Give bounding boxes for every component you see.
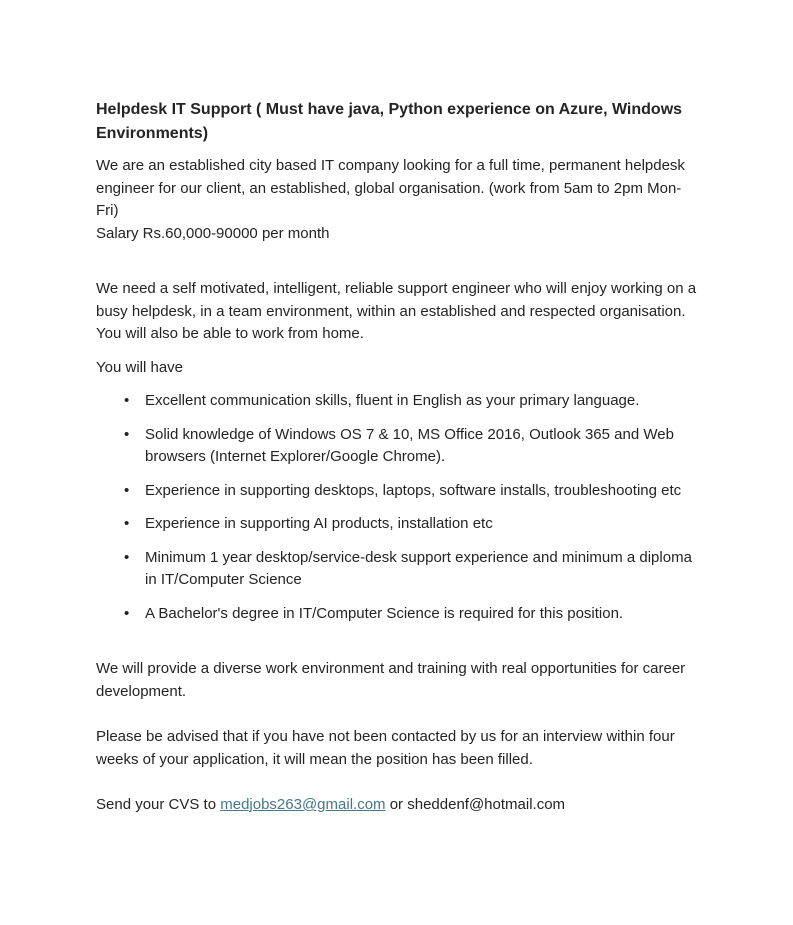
- apply-text-middle: or: [385, 796, 408, 813]
- apply-email-link[interactable]: medjobs263@gmail.com: [220, 796, 386, 813]
- list-item: • Experience in supporting AI products, installation etc: [145, 513, 697, 536]
- list-item: • Excellent communication skills, fluent in English as your primary language.: [145, 390, 697, 413]
- apply-paragraph: [96, 794, 697, 817]
- apply-text-prefix: Send your CVS to: [96, 796, 221, 813]
- about-role-paragraph: We need a self motivated, intelligent, reliable support engineer who will enjoy working on a busy helpdesk, in a team environment, within an established and respected organisation. You will also be able to work from home.: [96, 280, 697, 342]
- benefits-paragraph: We will provide a diverse work environment and training with real opportunities for career development.: [96, 660, 686, 700]
- intro-text: We are an established city based IT company looking for a full time, permanent helpdesk engineer for our client, an established, global organisation. (work from 5am to 2pm Mon-Fri): [96, 157, 685, 219]
- list-item: • Experience in supporting desktops, laptops, software installs, troubleshooting etc: [145, 480, 697, 503]
- notice-paragraph: Please be advised that if you have not been contacted by us for an interview within four weeks of your application, it will mean the position has been filled.: [96, 728, 675, 768]
- job-title: Helpdesk IT Support ( Must have java, Python experience on Azure, Windows Environments): [96, 101, 683, 142]
- salary-line: Salary Rs.60,000-90000 per month: [96, 224, 330, 242]
- requirements-list: [96, 390, 697, 625]
- list-item: • Minimum 1 year desktop/service-desk support experience and minimum a diploma in IT/Computer Science: [145, 547, 697, 592]
- list-item: • A Bachelor's degree in IT/Computer Science is required for this position.: [145, 603, 697, 626]
- apply-email-plain: sheddenf@hotmail.com: [407, 796, 566, 813]
- list-item: • Solid knowledge of Windows OS 7 & 10, MS Office 2016, Outlook 365 and Web browsers (Internet Explorer/Google Chrome).: [145, 424, 697, 469]
- requirements-heading: You will have: [96, 358, 184, 376]
- intro-paragraph: [96, 155, 697, 245]
